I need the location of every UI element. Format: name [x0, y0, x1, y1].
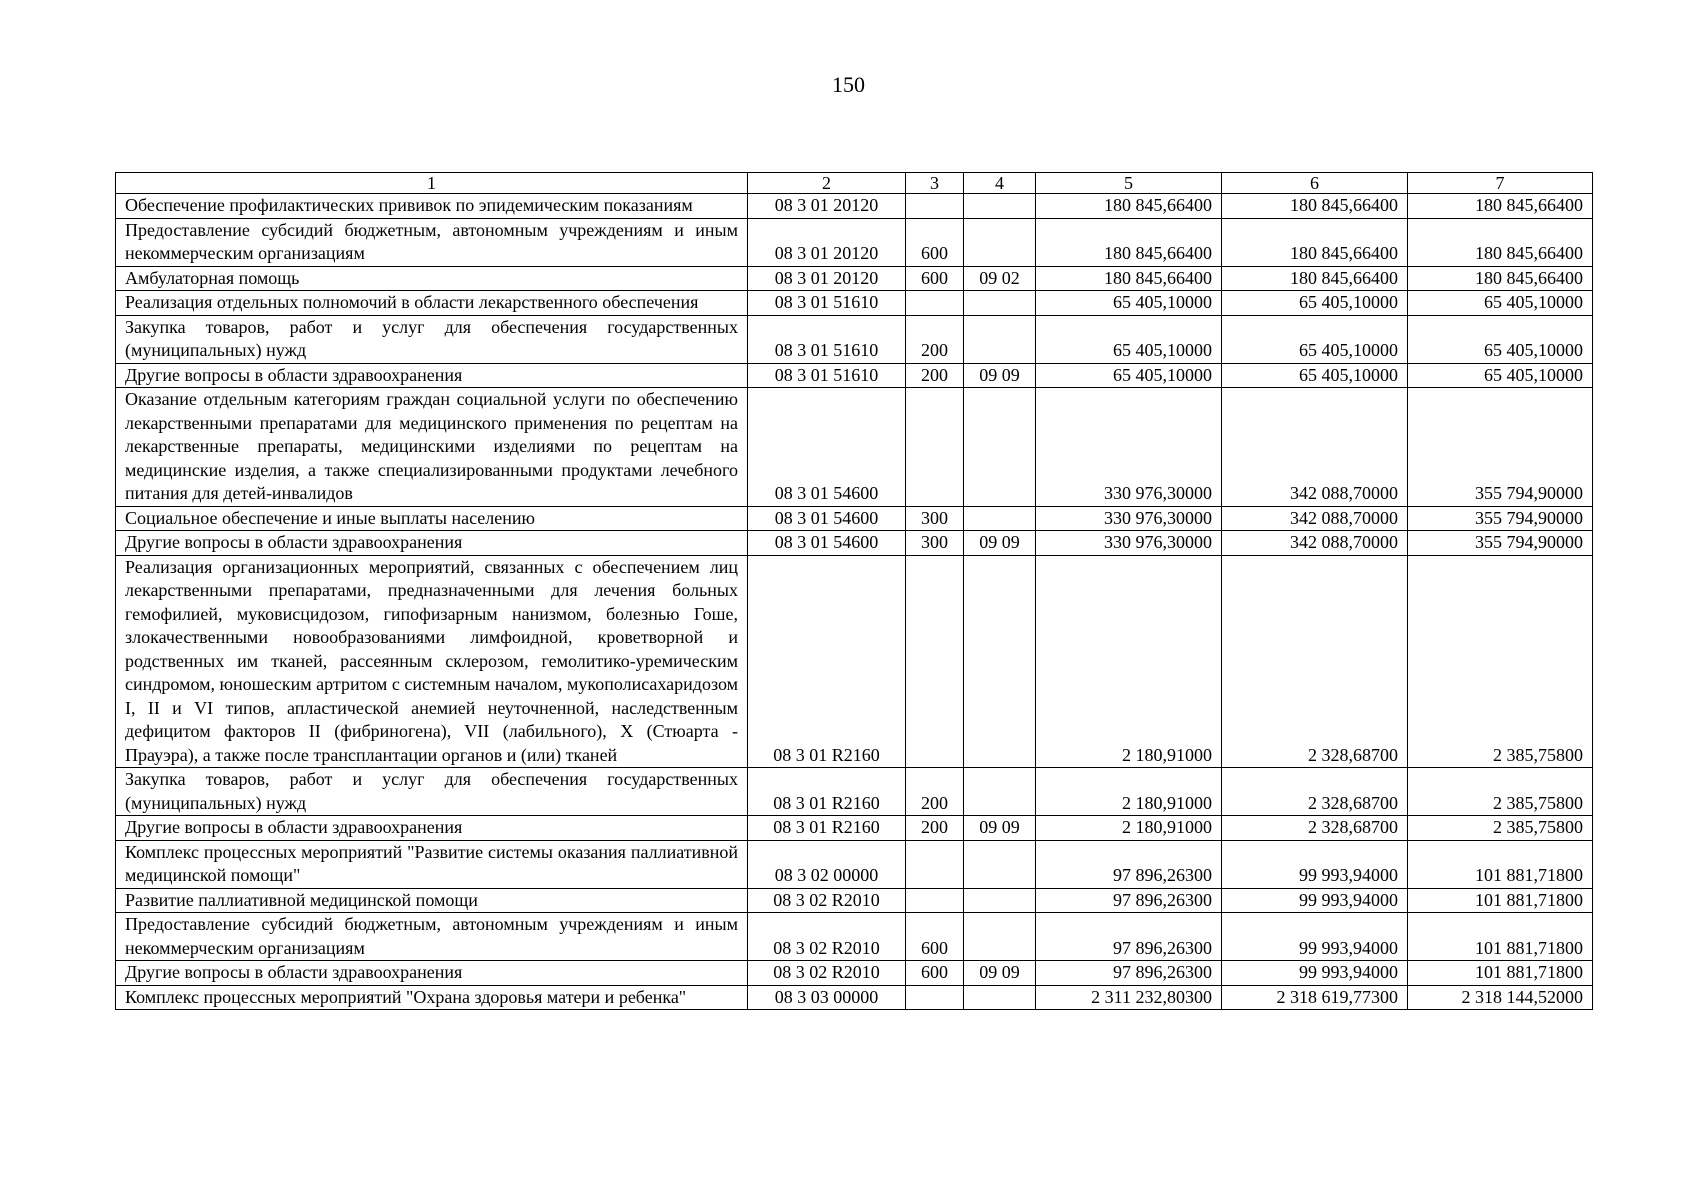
column-header: 1: [116, 173, 748, 194]
amount-cell-6: 342 088,70000: [1222, 388, 1408, 507]
amount-cell-7: 101 881,71800: [1408, 840, 1593, 888]
section-cell: [964, 291, 1036, 316]
expense-type-cell: [906, 840, 964, 888]
row-name-cell: Предоставление субсидий бюджетным, автономным учреждениям и иным некоммерческим организациям: [116, 913, 748, 961]
table-row: [116, 388, 1593, 507]
section-cell: 09 09: [964, 816, 1036, 841]
amount-cell-6: 65 405,10000: [1222, 291, 1408, 316]
column-header: 4: [964, 173, 1036, 194]
amount-cell-6: 180 845,66400: [1222, 194, 1408, 219]
table-row: [116, 531, 1593, 556]
amount-cell-5: 330 976,30000: [1036, 506, 1222, 531]
target-article-cell: 08 3 02 R2010: [748, 888, 906, 913]
expense-type-cell: 200: [906, 816, 964, 841]
amount-cell-6: 180 845,66400: [1222, 218, 1408, 266]
column-header: 6: [1222, 173, 1408, 194]
amount-cell-7: 65 405,10000: [1408, 315, 1593, 363]
row-name-cell: Другие вопросы в области здравоохранения: [116, 816, 748, 841]
amount-cell-6: 99 993,94000: [1222, 888, 1408, 913]
amount-cell-6: 2 328,68700: [1222, 816, 1408, 841]
target-article-cell: 08 3 01 51610: [748, 291, 906, 316]
table-row: [116, 218, 1593, 266]
amount-cell-6: 2 328,68700: [1222, 768, 1408, 816]
expense-type-cell: [906, 555, 964, 768]
amount-cell-7: 101 881,71800: [1408, 913, 1593, 961]
table-row: [116, 266, 1593, 291]
section-cell: [964, 388, 1036, 507]
expense-type-cell: 600: [906, 266, 964, 291]
amount-cell-7: 355 794,90000: [1408, 531, 1593, 556]
expense-type-cell: [906, 888, 964, 913]
amount-cell-6: 99 993,94000: [1222, 961, 1408, 986]
expense-type-cell: 600: [906, 913, 964, 961]
target-article-cell: 08 3 03 00000: [748, 985, 906, 1010]
amount-cell-7: 355 794,90000: [1408, 388, 1593, 507]
amount-cell-5: 97 896,26300: [1036, 961, 1222, 986]
amount-cell-7: 180 845,66400: [1408, 194, 1593, 219]
target-article-cell: 08 3 01 R2160: [748, 555, 906, 768]
amount-cell-6: 342 088,70000: [1222, 531, 1408, 556]
amount-cell-5: 180 845,66400: [1036, 218, 1222, 266]
expense-type-cell: [906, 388, 964, 507]
section-cell: [964, 840, 1036, 888]
table-row: [116, 315, 1593, 363]
amount-cell-7: 180 845,66400: [1408, 266, 1593, 291]
table-row: [116, 961, 1593, 986]
section-cell: 09 09: [964, 961, 1036, 986]
section-cell: [964, 218, 1036, 266]
amount-cell-6: 2 328,68700: [1222, 555, 1408, 768]
expense-type-cell: 200: [906, 363, 964, 388]
table-row: [116, 555, 1593, 768]
section-cell: [964, 913, 1036, 961]
amount-cell-6: 65 405,10000: [1222, 363, 1408, 388]
table-row: [116, 840, 1593, 888]
amount-cell-5: 97 896,26300: [1036, 888, 1222, 913]
section-cell: [964, 506, 1036, 531]
row-name-cell: Социальное обеспечение и иные выплаты населению: [116, 506, 748, 531]
amount-cell-5: 65 405,10000: [1036, 291, 1222, 316]
table-row: [116, 888, 1593, 913]
target-article-cell: 08 3 01 54600: [748, 506, 906, 531]
table-row: [116, 194, 1593, 219]
amount-cell-7: 355 794,90000: [1408, 506, 1593, 531]
target-article-cell: 08 3 01 R2160: [748, 768, 906, 816]
amount-cell-7: 65 405,10000: [1408, 363, 1593, 388]
row-name-cell: Комплекс процессных мероприятий "Развитие системы оказания паллиативной медицинской помощи": [116, 840, 748, 888]
expense-type-cell: 200: [906, 768, 964, 816]
table-row: [116, 768, 1593, 816]
section-cell: [964, 555, 1036, 768]
column-header: 7: [1408, 173, 1593, 194]
amount-cell-5: 180 845,66400: [1036, 194, 1222, 219]
section-cell: [964, 888, 1036, 913]
section-cell: 09 09: [964, 363, 1036, 388]
expense-type-cell: 200: [906, 315, 964, 363]
amount-cell-6: 65 405,10000: [1222, 315, 1408, 363]
table-row: [116, 913, 1593, 961]
amount-cell-5: 330 976,30000: [1036, 388, 1222, 507]
column-header: 5: [1036, 173, 1222, 194]
row-name-cell: Реализация организационных мероприятий, связанных с обеспечением лиц лекарственными препаратами, предназначенными для лечения больных гемофилией, муковисцидозом, гипофизарным нанизмом, болезнью Гоше, злокачественными новообразованиями лимфоидной, кроветворной и родственных им тканей, рассеянным склерозом, гемолитико-уремическим синдромом, юношеским артритом с системным началом, мукополисахаридозом I, II и VI типов, апластической анемией неуточненной, наследственным дефицитом факторов II (фибриногена), VII (лабильного), X (Стюарта - Прауэра), а также после трансплантации органов и (или) тканей: [116, 555, 748, 768]
amount-cell-6: 99 993,94000: [1222, 840, 1408, 888]
target-article-cell: 08 3 01 51610: [748, 363, 906, 388]
column-header: 2: [748, 173, 906, 194]
amount-cell-5: 2 180,91000: [1036, 816, 1222, 841]
amount-cell-5: 180 845,66400: [1036, 266, 1222, 291]
amount-cell-5: 97 896,26300: [1036, 840, 1222, 888]
row-name-cell: Обеспечение профилактических прививок по эпидемическим показаниям: [116, 194, 748, 219]
amount-cell-7: 2 385,75800: [1408, 555, 1593, 768]
amount-cell-6: 180 845,66400: [1222, 266, 1408, 291]
amount-cell-7: 101 881,71800: [1408, 961, 1593, 986]
section-cell: [964, 985, 1036, 1010]
expense-type-cell: [906, 194, 964, 219]
target-article-cell: 08 3 01 51610: [748, 315, 906, 363]
target-article-cell: 08 3 02 00000: [748, 840, 906, 888]
page-number: 150: [832, 72, 865, 97]
target-article-cell: 08 3 01 20120: [748, 194, 906, 219]
section-cell: 09 09: [964, 531, 1036, 556]
amount-cell-6: 2 318 619,77300: [1222, 985, 1408, 1010]
amount-cell-7: 2 385,75800: [1408, 816, 1593, 841]
expense-type-cell: 600: [906, 218, 964, 266]
target-article-cell: 08 3 02 R2010: [748, 961, 906, 986]
row-name-cell: Закупка товаров, работ и услуг для обеспечения государственных (муниципальных) нужд: [116, 315, 748, 363]
section-cell: [964, 194, 1036, 219]
table-row: [116, 816, 1593, 841]
expense-type-cell: 300: [906, 506, 964, 531]
row-name-cell: Другие вопросы в области здравоохранения: [116, 961, 748, 986]
row-name-cell: Закупка товаров, работ и услуг для обеспечения государственных (муниципальных) нужд: [116, 768, 748, 816]
amount-cell-5: 65 405,10000: [1036, 315, 1222, 363]
expense-type-cell: [906, 985, 964, 1010]
amount-cell-5: 2 180,91000: [1036, 768, 1222, 816]
target-article-cell: 08 3 01 R2160: [748, 816, 906, 841]
table-row: [116, 985, 1593, 1010]
target-article-cell: 08 3 01 54600: [748, 388, 906, 507]
amount-cell-5: 2 180,91000: [1036, 555, 1222, 768]
target-article-cell: 08 3 01 20120: [748, 218, 906, 266]
target-article-cell: 08 3 01 20120: [748, 266, 906, 291]
expense-type-cell: [906, 291, 964, 316]
amount-cell-5: 2 311 232,80300: [1036, 985, 1222, 1010]
row-name-cell: Другие вопросы в области здравоохранения: [116, 363, 748, 388]
table-header-row: [116, 173, 1593, 194]
section-cell: [964, 315, 1036, 363]
amount-cell-6: 99 993,94000: [1222, 913, 1408, 961]
row-name-cell: Амбулаторная помощь: [116, 266, 748, 291]
amount-cell-5: 330 976,30000: [1036, 531, 1222, 556]
amount-cell-5: 65 405,10000: [1036, 363, 1222, 388]
amount-cell-6: 342 088,70000: [1222, 506, 1408, 531]
row-name-cell: Развитие паллиативной медицинской помощи: [116, 888, 748, 913]
row-name-cell: Другие вопросы в области здравоохранения: [116, 531, 748, 556]
expense-type-cell: 300: [906, 531, 964, 556]
row-name-cell: Оказание отдельным категориям граждан социальной услуги по обеспечению лекарственными препаратами для медицинского применения по рецептам на лекарственные препараты, медицинскими изделиями по рецептам на медицинские изделия, а также специализированными продуктами лечебного питания для детей-инвалидов: [116, 388, 748, 507]
row-name-cell: Реализация отдельных полномочий в области лекарственного обеспечения: [116, 291, 748, 316]
row-name-cell: Комплекс процессных мероприятий "Охрана здоровья матери и ребенка": [116, 985, 748, 1010]
section-cell: 09 02: [964, 266, 1036, 291]
amount-cell-5: 97 896,26300: [1036, 913, 1222, 961]
column-header: 3: [906, 173, 964, 194]
amount-cell-7: 65 405,10000: [1408, 291, 1593, 316]
table-row: [116, 506, 1593, 531]
budget-table: [115, 172, 1593, 1010]
table-row: [116, 291, 1593, 316]
target-article-cell: 08 3 02 R2010: [748, 913, 906, 961]
amount-cell-7: 101 881,71800: [1408, 888, 1593, 913]
amount-cell-7: 180 845,66400: [1408, 218, 1593, 266]
section-cell: [964, 768, 1036, 816]
row-name-cell: Предоставление субсидий бюджетным, автономным учреждениям и иным некоммерческим организациям: [116, 218, 748, 266]
table-row: [116, 363, 1593, 388]
amount-cell-7: 2 385,75800: [1408, 768, 1593, 816]
target-article-cell: 08 3 01 54600: [748, 531, 906, 556]
expense-type-cell: 600: [906, 961, 964, 986]
amount-cell-7: 2 318 144,52000: [1408, 985, 1593, 1010]
